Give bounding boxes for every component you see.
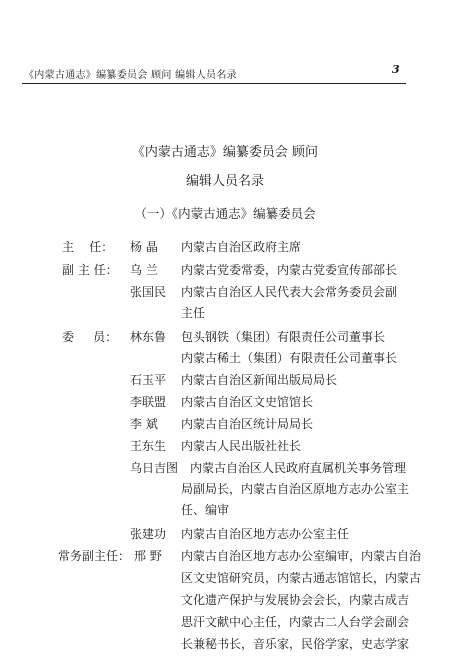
roster-role: 副 主 任： bbox=[62, 263, 118, 277]
roster-title-line: 思汗文献中心主任，内蒙古二人台学会副会 bbox=[181, 615, 410, 629]
roster-name: 王东生 bbox=[130, 439, 167, 453]
roster-name: 林东鲁 bbox=[130, 330, 167, 344]
roster-title: 内蒙古党委常委，内蒙古党委宣传部部长 bbox=[181, 263, 398, 277]
roster-title: 内蒙古自治区新闻出版局局长 bbox=[181, 373, 338, 387]
roster-title-line: 主任 bbox=[181, 306, 206, 320]
roster-title: 内蒙古自治区人民代表大会常务委员会副 bbox=[181, 285, 398, 299]
page-subtitle: 编辑人员名录 bbox=[185, 174, 264, 189]
roster-role: 委 员： bbox=[62, 330, 118, 344]
roster-title: 内蒙古自治区地方志办公室编审，内蒙古自治 bbox=[181, 549, 422, 563]
header-rule bbox=[22, 83, 406, 84]
roster-role: 常务副主任： bbox=[58, 549, 131, 563]
roster-title-line: 文化遗产保护与发展协会会长，内蒙古成吉 bbox=[181, 593, 410, 607]
roster-title: 内蒙古自治区文史馆馆长 bbox=[181, 395, 314, 409]
roster-title-line: 任、编审 bbox=[181, 503, 230, 517]
roster-name: 李联盟 bbox=[130, 395, 167, 409]
roster-title-line: 局副局长，内蒙古自治区原地方志办公室主 bbox=[181, 482, 410, 496]
roster-name: 杨 晶 bbox=[130, 240, 158, 254]
roster-title: 内蒙古人民出版社社长 bbox=[181, 439, 302, 453]
roster-role: 主 任： bbox=[62, 240, 114, 254]
roster-name: 乌日吉图 bbox=[130, 461, 179, 475]
roster-title: 内蒙古自治区地方志办公室主任 bbox=[181, 527, 350, 541]
roster-name: 乌 兰 bbox=[130, 263, 158, 277]
roster-name: 张建功 bbox=[130, 527, 167, 541]
roster-title-line: 长兼秘书长，音乐家，民俗学家，史志学家 bbox=[181, 637, 410, 651]
roster-name: 石玉平 bbox=[130, 373, 167, 387]
roster-title-line: 内蒙古稀土（集团）有限责任公司董事长 bbox=[181, 351, 398, 365]
roster-name: 张国民 bbox=[130, 285, 167, 299]
page-number: 3 bbox=[392, 63, 400, 76]
roster-title-line: 区文史馆研究员，内蒙古通志馆馆长，内蒙古 bbox=[181, 571, 422, 585]
roster-name: 邢 野 bbox=[134, 549, 162, 563]
running-header: 《内蒙古通志》编纂委员会 顾问 编辑人员名录 bbox=[24, 70, 237, 81]
roster-title: 内蒙古自治区人民政府直属机关事务管理 bbox=[190, 461, 407, 475]
section-heading: （一）《内蒙古通志》编纂委员会 bbox=[134, 206, 316, 221]
roster-title: 内蒙古自治区政府主席 bbox=[181, 240, 302, 254]
page-title: 《内蒙古通志》编纂委员会 顾问 bbox=[131, 145, 319, 160]
roster-name: 李 斌 bbox=[130, 417, 158, 431]
roster-title: 包头钢铁（集团）有限责任公司董事长 bbox=[181, 330, 386, 344]
roster-title: 内蒙古自治区统计局局长 bbox=[181, 417, 314, 431]
